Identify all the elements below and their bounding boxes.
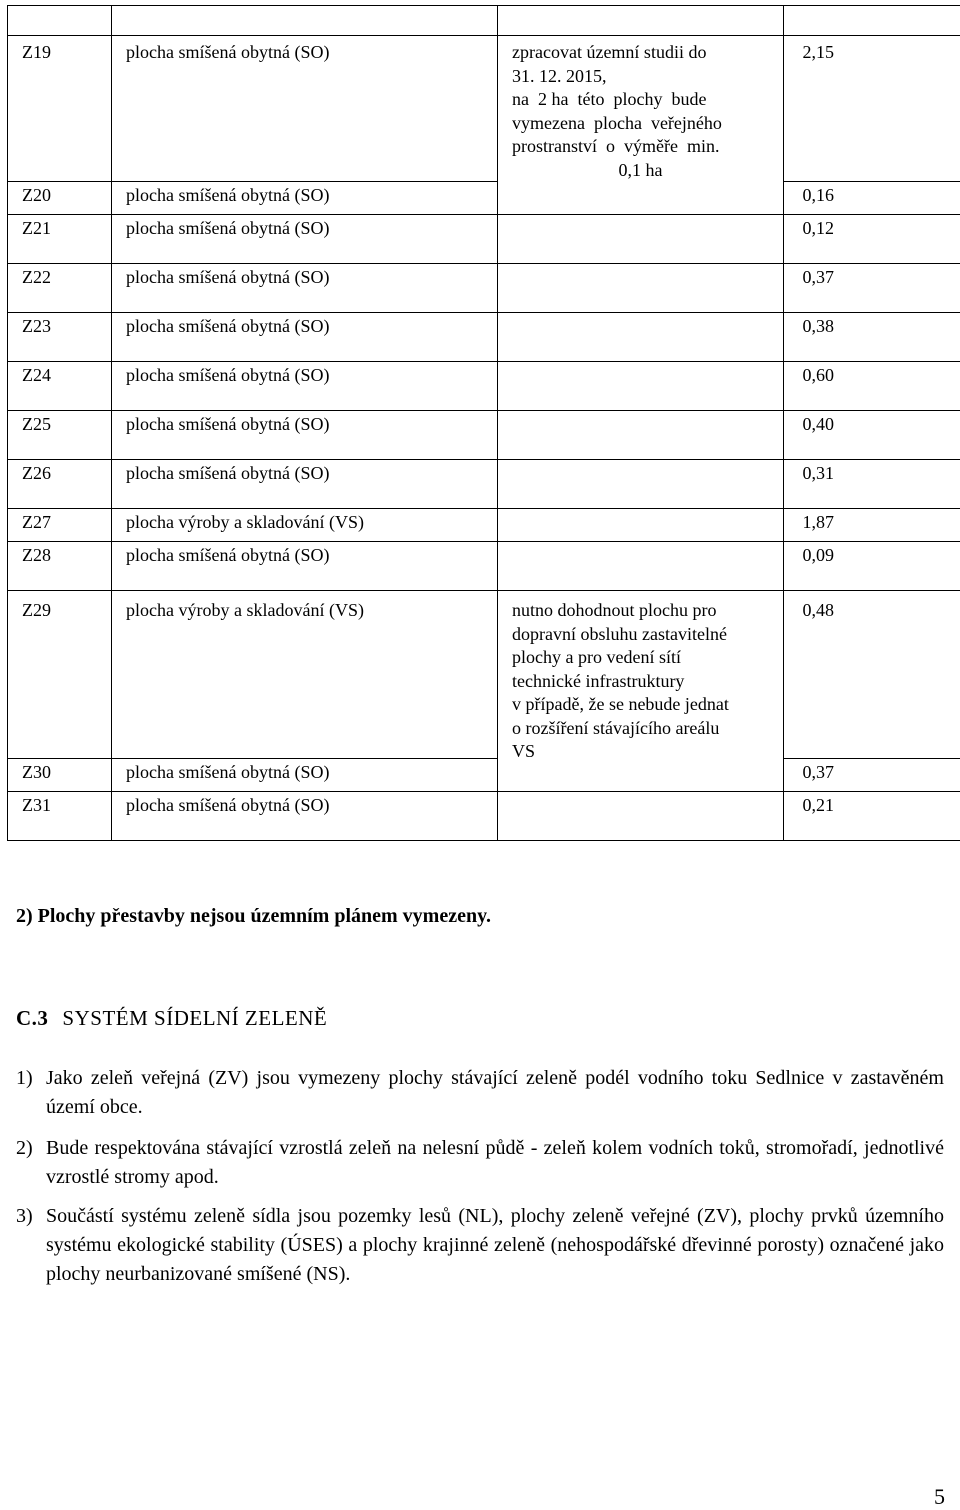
note-line: 0,1 ha <box>512 159 769 183</box>
note-line: VS <box>512 740 769 764</box>
table-row <box>8 182 960 215</box>
table-row <box>8 792 960 841</box>
header-cell <box>112 6 498 36</box>
table-row <box>8 36 960 182</box>
zone-area: 0,60 <box>784 362 960 411</box>
list-item <box>16 1064 944 1122</box>
zone-id: Z19 <box>8 36 112 182</box>
zone-use: plocha smíšená obytná (SO) <box>112 215 498 264</box>
zone-id: Z25 <box>8 411 112 460</box>
zone-note <box>498 591 784 792</box>
list-item-text: Jako zeleň veřejná (ZV) jsou vymezeny plochy stávající zeleně podél vodního toku Sedlnice v zastavěném území obce. <box>46 1064 944 1122</box>
note-line: na 2 ha této plochy bude <box>512 88 769 112</box>
zone-id: Z29 <box>8 591 112 759</box>
zone-use: plocha smíšená obytná (SO) <box>112 182 498 215</box>
zone-note <box>498 215 784 264</box>
table-row <box>8 591 960 759</box>
page-number: 5 <box>934 1484 945 1510</box>
zone-use: plocha smíšená obytná (SO) <box>112 759 498 792</box>
zone-area: 0,16 <box>784 182 960 215</box>
zone-use: plocha výroby a skladování (VS) <box>112 591 498 759</box>
note-line: vymezena plocha veřejného <box>512 112 769 136</box>
zone-note <box>498 460 784 509</box>
table-row <box>8 264 960 313</box>
table-header-row <box>8 6 960 36</box>
list-item-number: 1) <box>16 1064 33 1093</box>
note-line: o rozšíření stávajícího areálu <box>512 717 769 741</box>
header-cell <box>784 6 960 36</box>
zone-note <box>498 362 784 411</box>
zone-area: 0,09 <box>784 542 960 591</box>
zone-id: Z26 <box>8 460 112 509</box>
table-row <box>8 460 960 509</box>
zone-use: plocha smíšená obytná (SO) <box>112 542 498 591</box>
zone-use: plocha smíšená obytná (SO) <box>112 313 498 362</box>
zones-table <box>7 5 960 841</box>
zone-id: Z23 <box>8 313 112 362</box>
zone-note <box>498 36 784 215</box>
zone-id: Z27 <box>8 509 112 542</box>
table-row <box>8 509 960 542</box>
zone-use: plocha výroby a skladování (VS) <box>112 509 498 542</box>
zone-note <box>498 411 784 460</box>
header-cell <box>8 6 112 36</box>
list-item-text: Součástí systému zeleně sídla jsou pozemky lesů (NL), plochy zeleně veřejné (ZV), plochy prvků územního systému ekologické stability (ÚSES) a plochy krajinné zeleně (nehospodářské dřevinné porosty) označené jako plochy neurbanizované smíšené (NS). <box>46 1202 944 1289</box>
zone-note <box>498 542 784 591</box>
table-row <box>8 313 960 362</box>
zone-use: plocha smíšená obytná (SO) <box>112 264 498 313</box>
table-row <box>8 411 960 460</box>
zone-id: Z28 <box>8 542 112 591</box>
zone-area: 0,40 <box>784 411 960 460</box>
table-row <box>8 362 960 411</box>
zone-use: plocha smíšená obytná (SO) <box>112 411 498 460</box>
zone-area: 0,21 <box>784 792 960 841</box>
note-line: nutno dohodnout plochu pro <box>512 599 769 623</box>
table-row <box>8 542 960 591</box>
zone-area: 0,31 <box>784 460 960 509</box>
note-line: plochy a pro vedení sítí <box>512 646 769 670</box>
note-line: 31. 12. 2015, <box>512 65 769 89</box>
zone-id: Z20 <box>8 182 112 215</box>
note-line: dopravní obsluhu zastavitelné <box>512 623 769 647</box>
zone-area: 0,37 <box>784 759 960 792</box>
section-title <box>16 1006 327 1031</box>
zone-area: 0,12 <box>784 215 960 264</box>
zone-use: plocha smíšená obytná (SO) <box>112 460 498 509</box>
zone-area: 0,48 <box>784 591 960 759</box>
header-cell <box>498 6 784 36</box>
table-row <box>8 215 960 264</box>
zone-note <box>498 264 784 313</box>
zone-area: 0,37 <box>784 264 960 313</box>
note-line: technické infrastruktury <box>512 670 769 694</box>
table-row <box>8 759 960 792</box>
zone-id: Z21 <box>8 215 112 264</box>
section-title-text: SYSTÉM SÍDELNÍ ZELENĚ <box>62 1006 327 1030</box>
zone-use: plocha smíšená obytná (SO) <box>112 792 498 841</box>
zone-note <box>498 509 784 542</box>
note-line: zpracovat územní studii do <box>512 41 769 65</box>
list-item <box>16 1202 944 1289</box>
note-line: prostranství o výměře min. <box>512 135 769 159</box>
list-item-text: Bude respektována stávající vzrostlá zeleň na nelesní půdě - zeleň kolem vodních toků, stromořadí, jednotlivé vzrostlé stromy apod. <box>46 1134 944 1192</box>
note-line: v případě, že se nebude jednat <box>512 693 769 717</box>
zone-note <box>498 313 784 362</box>
list-item-number: 2) <box>16 1134 33 1163</box>
zone-use: plocha smíšená obytná (SO) <box>112 362 498 411</box>
zone-id: Z24 <box>8 362 112 411</box>
zone-id: Z22 <box>8 264 112 313</box>
zone-area: 0,38 <box>784 313 960 362</box>
zone-area: 2,15 <box>784 36 960 182</box>
list-item-number: 3) <box>16 1202 33 1231</box>
zone-id: Z31 <box>8 792 112 841</box>
zone-note <box>498 792 784 841</box>
zone-id: Z30 <box>8 759 112 792</box>
list-item <box>16 1134 944 1192</box>
zone-use: plocha smíšená obytná (SO) <box>112 36 498 182</box>
section-number: C.3 <box>16 1006 48 1030</box>
section-heading: 2) Plochy přestavby nejsou územním plánem vymezeny. <box>16 905 491 928</box>
zone-area: 1,87 <box>784 509 960 542</box>
